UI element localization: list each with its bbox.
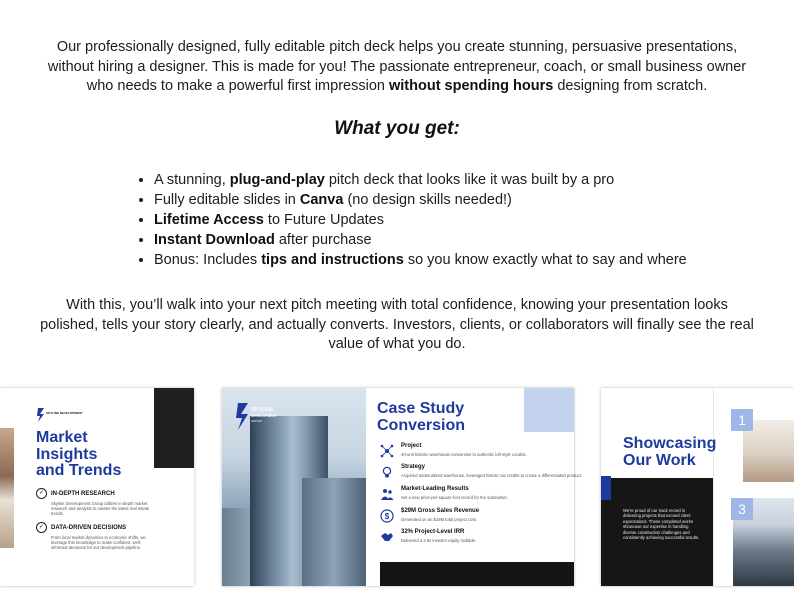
section-heading: What you get: — [334, 118, 460, 139]
benefit-text: (no design skills needed!) — [343, 192, 512, 208]
slide-title — [623, 436, 716, 469]
benefit-text: Fully editable slides in — [154, 192, 300, 208]
item-heading: DATA-DRIVEN DECISIONS — [51, 525, 127, 532]
row-heading: $29M Gross Sales Revenue — [401, 508, 480, 514]
network-icon — [380, 444, 394, 458]
slide-title — [377, 401, 465, 434]
benefit-bold: Instant Download — [154, 232, 275, 248]
benefit-bold: tips and instructions — [261, 252, 404, 268]
row-text: Set a new price-per-square-foot record for the submarket. — [401, 495, 508, 500]
project-number-badge: 1 — [731, 409, 753, 431]
title-line: Case Study — [377, 400, 465, 417]
slide-preview-market-insights[interactable] — [0, 388, 194, 586]
checkpoint-item — [36, 488, 115, 499]
outro-paragraph: With this, you’ll walk into your next pitch meeting with total confidence, knowing your presentation looks polished, tells your story clearly, and actually converts. Investors, clients, or collaborators will finally see the real value of what you do. — [40, 297, 754, 352]
benefit-item — [154, 210, 687, 230]
intro-bold: without spending hours — [388, 78, 554, 94]
row-text: Delivered a 2.9x investor equity multiple. — [401, 538, 477, 543]
benefit-item — [154, 170, 687, 190]
item-description: From local market dynamics to economic shifts, we leverage this knowledge to make confident, well-informed decisions for our development pipeline. — [51, 535, 146, 551]
benefit-item — [154, 230, 687, 250]
building-shape — [302, 478, 366, 586]
benefit-text: so you know exactly what to say and where — [403, 252, 687, 268]
item-description: Skyline Development Group utilizes in-depth market research and analysis to master the latest real estate trends. — [51, 501, 150, 517]
benefit-text: pitch deck that looks like it was built by a pro — [324, 172, 615, 188]
benefit-bold: Lifetime Access — [154, 212, 264, 228]
logo-brand-text: GROUP — [251, 419, 263, 423]
title-line: and Trends — [36, 462, 122, 479]
row-heading: Strategy — [401, 464, 426, 470]
benefit-text: Bonus: Includes — [154, 252, 262, 268]
light-blue-accent — [524, 388, 574, 432]
slide-title — [36, 430, 121, 480]
title-line: Conversion — [377, 416, 466, 434]
slide-preview-case-study[interactable] — [222, 388, 583, 586]
dollar-icon — [380, 509, 394, 523]
row-heading: Project — [401, 443, 422, 449]
interior-photo — [0, 428, 14, 548]
check-icon: ✓ — [36, 522, 47, 533]
logo-brand-text: SKYLINE — [251, 407, 274, 413]
row-text: 40-unit historic warehouse conversion to authentic loft-style condos. — [401, 452, 527, 457]
checkpoint-item — [36, 522, 126, 533]
svg-text:$: $ — [384, 512, 390, 521]
benefit-bold: Canva — [299, 192, 344, 208]
intro-paragraph — [40, 38, 754, 97]
intro-text-1: Our professionally designed, fully editable pitch deck helps you create stunning, persuasive presentations, without hiring a designer. This is made for you! The passionate entrepreneur, coach, or small business owner who needs to make a powerful first impression — [47, 39, 747, 94]
work-description: We're proud of our track record in delivering projects that exceed client expectations. These completed works showcase our expertise in handling diverse construction challenges and consistently achieving successful results. — [623, 508, 700, 541]
row-heading: 32% Project-Level IRR — [401, 529, 465, 535]
slide-preview-showcasing-work[interactable] — [601, 388, 794, 586]
title-line: Showcasing — [623, 435, 717, 452]
intro-text-2: designing from scratch. — [553, 78, 708, 94]
people-icon — [380, 487, 394, 501]
logo-brand-text: DEVELOPMENT — [251, 414, 277, 418]
benefit-text: after purchase — [274, 232, 372, 248]
project-number-badge: 3 — [731, 498, 753, 520]
check-icon: ✓ — [36, 488, 47, 499]
benefit-text: A stunning, — [154, 172, 230, 188]
benefit-text: to Future Updates — [263, 212, 384, 228]
skyline-logo-icon — [36, 406, 83, 424]
divider — [713, 388, 714, 586]
dark-footer-block — [380, 562, 574, 586]
title-line: Insights — [36, 445, 98, 463]
handshake-icon — [380, 530, 394, 544]
blue-accent-strip — [601, 476, 611, 500]
item-heading: IN-DEPTH RESEARCH — [51, 491, 115, 498]
title-line: Our Work — [623, 451, 696, 469]
title-line: Market — [36, 429, 88, 446]
dark-accent-block — [154, 388, 194, 468]
benefit-item — [154, 250, 687, 270]
benefit-item — [154, 190, 687, 210]
row-text: Generated on an $18M total project cost. — [401, 517, 477, 522]
row-heading: Market-Leading Results — [401, 486, 469, 492]
row-text: Acquired underutilized warehouse, leveraged historic tax credits to create a differentiated product. — [401, 473, 583, 478]
skyline-logo-icon — [236, 402, 296, 432]
benefit-bold: plug-and-play — [229, 172, 325, 188]
lightbulb-icon — [380, 465, 394, 479]
benefits-list — [141, 170, 687, 270]
logo-brand-text: SKYLINE DEVELOPMENT — [46, 411, 83, 415]
